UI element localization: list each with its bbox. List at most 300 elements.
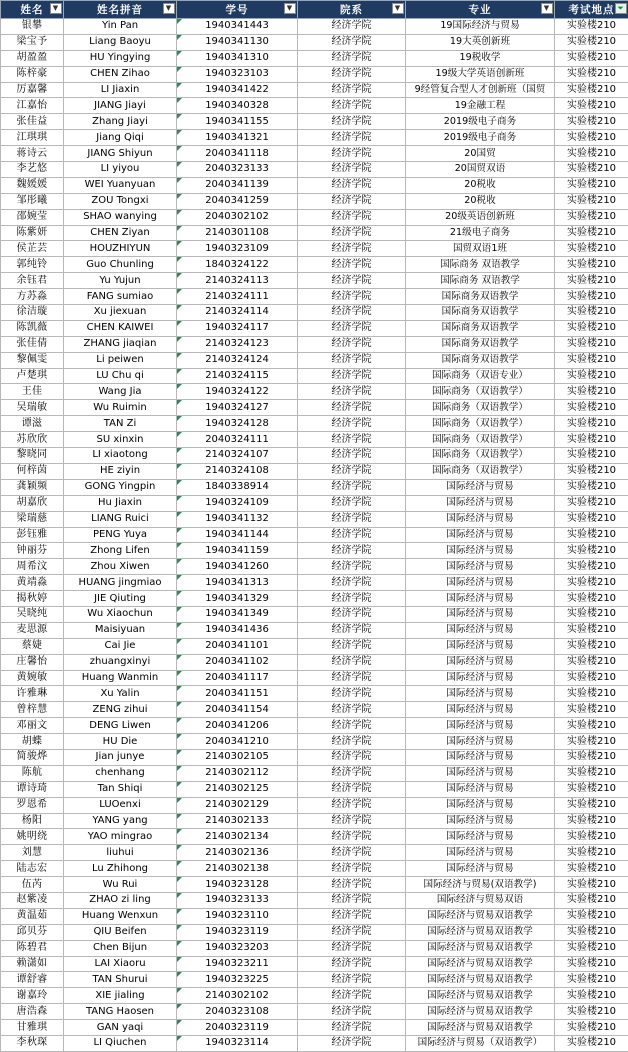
major-cell[interactable]: 20税收 [406,177,555,193]
exam-site-cell[interactable]: 实验楼210 [555,734,628,750]
major-cell[interactable]: 国际商务（双语专业） [406,368,555,384]
name-cell[interactable]: 许雅琳 [1,686,64,702]
pinyin-cell[interactable]: Wu Rui [64,877,177,893]
student-id-cell[interactable]: 2040341210 [177,734,298,750]
pinyin-cell[interactable]: liuhui [64,845,177,861]
exam-site-cell[interactable]: 实验楼210 [555,797,628,813]
major-cell[interactable]: 9经管复合型人才创新班（国贸 [406,82,555,98]
department-cell[interactable]: 经济学院 [298,34,406,50]
student-id-cell[interactable]: 1940341130 [177,34,298,50]
name-cell[interactable]: 余钰君 [1,273,64,289]
student-id-cell[interactable]: 1840338914 [177,479,298,495]
student-id-cell[interactable]: 1940341155 [177,114,298,130]
major-cell[interactable]: 国际经济与贸易(双语教学) [406,877,555,893]
pinyin-cell[interactable]: Zhou Xiwen [64,559,177,575]
exam-site-cell[interactable]: 实验楼210 [555,591,628,607]
major-cell[interactable]: 国际商务（双语教学） [406,448,555,464]
pinyin-cell[interactable]: Yu Yujun [64,273,177,289]
department-cell[interactable]: 经济学院 [298,606,406,622]
name-cell[interactable]: 蔡婕 [1,638,64,654]
major-cell[interactable]: 国际经济与贸易 [406,575,555,591]
exam-site-cell[interactable]: 实验楼210 [555,559,628,575]
department-cell[interactable]: 经济学院 [298,654,406,670]
exam-site-cell[interactable]: 实验楼210 [555,749,628,765]
name-cell[interactable]: 何梓茵 [1,463,64,479]
pinyin-cell[interactable]: SU xinxin [64,432,177,448]
major-cell[interactable]: 国际经济与贸易 [406,734,555,750]
name-cell[interactable]: 苏欣欣 [1,432,64,448]
pinyin-cell[interactable]: HU Die [64,734,177,750]
student-id-cell[interactable]: 1940341159 [177,543,298,559]
filter-dropdown-icon[interactable]: ▼ [163,3,175,14]
major-cell[interactable]: 国贸双语1班 [406,241,555,257]
exam-site-cell[interactable]: 实验楼210 [555,956,628,972]
name-cell[interactable]: 曾梓慧 [1,702,64,718]
pinyin-cell[interactable]: Hu Jiaxin [64,495,177,511]
student-id-cell[interactable]: 2040324111 [177,432,298,448]
major-cell[interactable]: 国际经济与贸易双语教学 [406,940,555,956]
student-id-cell[interactable]: 2040323119 [177,1020,298,1036]
name-cell[interactable]: 吴晓纯 [1,606,64,622]
department-cell[interactable]: 经济学院 [298,877,406,893]
pinyin-cell[interactable]: Tan Shiqi [64,781,177,797]
exam-site-cell[interactable]: 实验楼210 [555,320,628,336]
name-cell[interactable]: 唐浩森 [1,1004,64,1020]
major-cell[interactable]: 国际商务（双语教学） [406,400,555,416]
student-id-cell[interactable]: 1940341310 [177,50,298,66]
exam-site-cell[interactable]: 实验楼210 [555,114,628,130]
student-id-cell[interactable]: 1840324122 [177,257,298,273]
name-cell[interactable]: 徐洁璇 [1,305,64,321]
student-id-cell[interactable]: 2140302129 [177,797,298,813]
filter-dropdown-icon[interactable]: ▼ [392,3,404,14]
major-cell[interactable]: 20级英语创新班 [406,209,555,225]
department-cell[interactable]: 经济学院 [298,114,406,130]
major-cell[interactable]: 国际商务（双语教学） [406,432,555,448]
major-cell[interactable]: 19金融工程 [406,98,555,114]
exam-site-cell[interactable]: 实验楼210 [555,988,628,1004]
department-cell[interactable]: 经济学院 [298,511,406,527]
department-cell[interactable]: 经济学院 [298,368,406,384]
major-cell[interactable]: 国际经济与贸易 [406,718,555,734]
student-id-cell[interactable]: 1940323114 [177,1036,298,1052]
exam-site-cell[interactable]: 实验楼210 [555,448,628,464]
department-cell[interactable]: 经济学院 [298,702,406,718]
name-cell[interactable]: 陆志宏 [1,861,64,877]
pinyin-cell[interactable]: JIE Qiuting [64,591,177,607]
name-cell[interactable]: 邓丽文 [1,718,64,734]
student-id-cell[interactable]: 1940323211 [177,956,298,972]
pinyin-cell[interactable]: chenhang [64,765,177,781]
department-cell[interactable]: 经济学院 [298,638,406,654]
exam-site-cell[interactable]: 实验楼210 [555,50,628,66]
pinyin-cell[interactable]: LUOenxi [64,797,177,813]
student-id-cell[interactable]: 1940324122 [177,384,298,400]
name-cell[interactable]: 陈梓豪 [1,66,64,82]
name-cell[interactable]: 姚明绕 [1,829,64,845]
pinyin-cell[interactable]: CHEN KAIWEI [64,320,177,336]
department-cell[interactable]: 经济学院 [298,892,406,908]
department-cell[interactable]: 经济学院 [298,209,406,225]
department-cell[interactable]: 经济学院 [298,861,406,877]
major-cell[interactable]: 国际经济与贸易双语教学 [406,1004,555,1020]
student-id-cell[interactable]: 2140302125 [177,781,298,797]
pinyin-cell[interactable]: CHEN Ziyan [64,225,177,241]
exam-site-cell[interactable]: 实验楼210 [555,718,628,734]
department-cell[interactable]: 经济学院 [298,622,406,638]
exam-site-cell[interactable]: 实验楼210 [555,781,628,797]
exam-site-cell[interactable]: 实验楼210 [555,845,628,861]
name-cell[interactable]: 厉嘉馨 [1,82,64,98]
pinyin-cell[interactable]: LI Jiaxin [64,82,177,98]
major-cell[interactable]: 国际经济与贸易 [406,527,555,543]
student-id-cell[interactable]: 1940323110 [177,908,298,924]
name-cell[interactable]: 谭诗琦 [1,781,64,797]
department-cell[interactable]: 经济学院 [298,50,406,66]
exam-site-cell[interactable]: 实验楼210 [555,702,628,718]
name-cell[interactable]: 陈凯薇 [1,320,64,336]
pinyin-cell[interactable]: LAI Xiaoru [64,956,177,972]
department-cell[interactable]: 经济学院 [298,718,406,734]
major-cell[interactable]: 国际商务双语教学 [406,336,555,352]
department-cell[interactable]: 经济学院 [298,781,406,797]
student-id-cell[interactable]: 1940324109 [177,495,298,511]
major-cell[interactable]: 国际经济与贸易 [406,559,555,575]
pinyin-cell[interactable]: SHAO wanying [64,209,177,225]
pinyin-cell[interactable]: TANG Haosen [64,1004,177,1020]
department-cell[interactable]: 经济学院 [298,845,406,861]
name-cell[interactable]: 邹彤曦 [1,193,64,209]
exam-site-cell[interactable]: 实验楼210 [555,289,628,305]
pinyin-cell[interactable]: YAO mingrao [64,829,177,845]
student-id-cell[interactable]: 2140302133 [177,813,298,829]
major-cell[interactable]: 国际经济与贸易 [406,479,555,495]
pinyin-cell[interactable]: LU Chu qi [64,368,177,384]
department-cell[interactable]: 经济学院 [298,193,406,209]
major-cell[interactable]: 国际经济与贸易 [406,797,555,813]
exam-site-cell[interactable]: 实验楼210 [555,34,628,50]
exam-site-cell[interactable]: 实验楼210 [555,368,628,384]
student-id-cell[interactable]: 2140324113 [177,273,298,289]
student-id-cell[interactable]: 1940341443 [177,19,298,35]
exam-site-cell[interactable]: 实验楼210 [555,82,628,98]
exam-site-cell[interactable]: 实验楼210 [555,654,628,670]
pinyin-cell[interactable]: Huang Wenxun [64,908,177,924]
name-cell[interactable]: 揭秋婷 [1,591,64,607]
student-id-cell[interactable]: 2040323133 [177,162,298,178]
department-cell[interactable]: 经济学院 [298,162,406,178]
pinyin-cell[interactable]: ZHAO zi ling [64,892,177,908]
department-cell[interactable]: 经济学院 [298,336,406,352]
exam-site-cell[interactable]: 实验楼210 [555,130,628,146]
department-cell[interactable]: 经济学院 [298,559,406,575]
department-cell[interactable]: 经济学院 [298,479,406,495]
major-cell[interactable]: 国际经济与贸易双语教学 [406,956,555,972]
student-id-cell[interactable]: 2140302112 [177,765,298,781]
department-cell[interactable]: 经济学院 [298,765,406,781]
exam-site-cell[interactable]: 实验楼210 [555,495,628,511]
name-cell[interactable]: 陈紫妍 [1,225,64,241]
filter-dropdown-icon[interactable]: ▼ [284,3,296,14]
major-cell[interactable]: 国际商务（双语教学） [406,384,555,400]
pinyin-cell[interactable]: XIE jialing [64,988,177,1004]
name-cell[interactable]: 邱贝芬 [1,924,64,940]
student-id-cell[interactable]: 2140301108 [177,225,298,241]
name-cell[interactable]: 周希汶 [1,559,64,575]
student-id-cell[interactable]: 2040341117 [177,670,298,686]
exam-site-cell[interactable]: 实验楼210 [555,336,628,352]
major-cell[interactable]: 19国际经济与贸易 [406,19,555,35]
pinyin-cell[interactable]: ZENG zihui [64,702,177,718]
pinyin-cell[interactable]: LIANG Ruici [64,511,177,527]
exam-site-cell[interactable]: 实验楼210 [555,305,628,321]
major-cell[interactable]: 国际经济与贸易 [406,845,555,861]
major-cell[interactable]: 2019级电子商务 [406,114,555,130]
exam-site-cell[interactable]: 实验楼210 [555,686,628,702]
major-cell[interactable]: 国际经济与贸易双语教学 [406,972,555,988]
exam-site-cell[interactable]: 实验楼210 [555,432,628,448]
exam-site-cell[interactable]: 实验楼210 [555,1020,628,1036]
pinyin-cell[interactable]: PENG Yuya [64,527,177,543]
student-id-cell[interactable]: 2140324111 [177,289,298,305]
student-id-cell[interactable]: 1940341329 [177,591,298,607]
pinyin-cell[interactable]: Jiang Qiqi [64,130,177,146]
student-id-cell[interactable]: 2140324108 [177,463,298,479]
student-id-cell[interactable]: 1940341132 [177,511,298,527]
pinyin-cell[interactable]: HE ziyin [64,463,177,479]
major-cell[interactable]: 国际经济与贸易 [406,829,555,845]
exam-site-cell[interactable]: 实验楼210 [555,193,628,209]
student-id-cell[interactable]: 1940323109 [177,241,298,257]
department-cell[interactable]: 经济学院 [298,400,406,416]
student-id-cell[interactable]: 2140324124 [177,352,298,368]
name-cell[interactable]: 刘慧 [1,845,64,861]
exam-site-cell[interactable]: 实验楼210 [555,416,628,432]
student-id-cell[interactable]: 1940324128 [177,416,298,432]
student-id-cell[interactable]: 2040341102 [177,654,298,670]
student-id-cell[interactable]: 2140324114 [177,305,298,321]
student-id-cell[interactable]: 1940324117 [177,320,298,336]
student-id-cell[interactable]: 2140302134 [177,829,298,845]
major-cell[interactable]: 国际经济与贸易 [406,813,555,829]
name-cell[interactable]: 江琪琪 [1,130,64,146]
name-cell[interactable]: 魏媛媛 [1,177,64,193]
name-cell[interactable]: 李艺悠 [1,162,64,178]
student-id-cell[interactable]: 2040341259 [177,193,298,209]
exam-site-cell[interactable]: 实验楼210 [555,892,628,908]
department-cell[interactable]: 经济学院 [298,305,406,321]
student-id-cell[interactable]: 2040341206 [177,718,298,734]
student-id-cell[interactable]: 1940341436 [177,622,298,638]
student-id-cell[interactable]: 1940341144 [177,527,298,543]
name-cell[interactable]: 谭滋 [1,416,64,432]
student-id-cell[interactable]: 1940341422 [177,82,298,98]
exam-site-cell[interactable]: 实验楼210 [555,241,628,257]
pinyin-cell[interactable]: Maisiyuan [64,622,177,638]
major-cell[interactable]: 国际经济与贸易 [406,622,555,638]
pinyin-cell[interactable]: JIANG Jiayi [64,98,177,114]
name-cell[interactable]: 甘雅琪 [1,1020,64,1036]
name-cell[interactable]: 胡蝶 [1,734,64,750]
major-cell[interactable]: 国际经济与贸易双语教学 [406,1020,555,1036]
pinyin-cell[interactable]: CHEN Zihao [64,66,177,82]
name-cell[interactable]: 郭纯铃 [1,257,64,273]
department-cell[interactable]: 经济学院 [298,1004,406,1020]
name-cell[interactable]: 江嘉怡 [1,98,64,114]
name-cell[interactable]: 陈碧君 [1,940,64,956]
name-cell[interactable]: 王佳 [1,384,64,400]
major-cell[interactable]: 国际经济与贸易 [406,543,555,559]
major-cell[interactable]: 国际经济与贸易双语教学 [406,908,555,924]
pinyin-cell[interactable]: HU Yingying [64,50,177,66]
department-cell[interactable]: 经济学院 [298,797,406,813]
major-cell[interactable]: 国际经济与贸易 [406,702,555,718]
exam-site-cell[interactable]: 实验楼210 [555,225,628,241]
major-cell[interactable]: 国际经济与贸易双语 [406,892,555,908]
student-id-cell[interactable]: 2040341101 [177,638,298,654]
student-id-cell[interactable]: 1940324127 [177,400,298,416]
department-cell[interactable]: 经济学院 [298,19,406,35]
student-id-cell[interactable]: 2040302102 [177,209,298,225]
pinyin-cell[interactable]: Huang Wanmin [64,670,177,686]
pinyin-cell[interactable]: Cai Jie [64,638,177,654]
name-cell[interactable]: 庄馨怡 [1,654,64,670]
department-cell[interactable]: 经济学院 [298,686,406,702]
name-cell[interactable]: 简骏烨 [1,749,64,765]
exam-site-cell[interactable]: 实验楼210 [555,606,628,622]
pinyin-cell[interactable]: Chen Bijun [64,940,177,956]
department-cell[interactable]: 经济学院 [298,225,406,241]
name-cell[interactable]: 蒋诗云 [1,146,64,162]
pinyin-cell[interactable]: HUANG jingmiao [64,575,177,591]
name-cell[interactable]: 罗恩希 [1,797,64,813]
major-cell[interactable]: 国际商务（双语教学） [406,416,555,432]
name-cell[interactable]: 黎晓同 [1,448,64,464]
name-cell[interactable]: 吴瑞敏 [1,400,64,416]
name-cell[interactable]: 黄温茹 [1,908,64,924]
pinyin-cell[interactable]: Li peiwen [64,352,177,368]
major-cell[interactable]: 国际商务双语教学 [406,320,555,336]
student-id-cell[interactable]: 2140302105 [177,749,298,765]
exam-site-cell[interactable]: 实验楼210 [555,19,628,35]
major-cell[interactable]: 国际经济与贸易 [406,670,555,686]
major-cell[interactable]: 国际经济与贸易 [406,861,555,877]
filter-funnel-icon[interactable]: ⏷ [615,3,627,14]
pinyin-cell[interactable]: zhuangxinyi [64,654,177,670]
exam-site-cell[interactable]: 实验楼210 [555,877,628,893]
major-cell[interactable]: 国际经济与贸易 [406,765,555,781]
name-cell[interactable]: 黄靖淼 [1,575,64,591]
department-cell[interactable]: 经济学院 [298,98,406,114]
pinyin-cell[interactable]: LI yiyou [64,162,177,178]
exam-site-cell[interactable]: 实验楼210 [555,66,628,82]
department-cell[interactable]: 经济学院 [298,66,406,82]
exam-site-cell[interactable]: 实验楼210 [555,908,628,924]
student-id-cell[interactable]: 1940323133 [177,892,298,908]
name-cell[interactable]: 梁宝予 [1,34,64,50]
major-cell[interactable]: 19税收学 [406,50,555,66]
major-cell[interactable]: 19大英创新班 [406,34,555,50]
major-cell[interactable]: 国际经济与贸易 [406,591,555,607]
name-cell[interactable]: 谭舒睿 [1,972,64,988]
name-cell[interactable]: 张佳倩 [1,336,64,352]
pinyin-cell[interactable]: HOUZHIYUN [64,241,177,257]
department-cell[interactable]: 经济学院 [298,972,406,988]
department-cell[interactable]: 经济学院 [298,813,406,829]
department-cell[interactable]: 经济学院 [298,463,406,479]
major-cell[interactable]: 国际经济与贸易 [406,606,555,622]
filter-dropdown-icon[interactable]: ▼ [541,3,553,14]
student-id-cell[interactable]: 1940323128 [177,877,298,893]
name-cell[interactable]: 李秋琛 [1,1036,64,1052]
major-cell[interactable]: 国际经济与贸易 [406,686,555,702]
pinyin-cell[interactable]: WEI Yuanyuan [64,177,177,193]
exam-site-cell[interactable]: 实验楼210 [555,1036,628,1052]
student-id-cell[interactable]: 1940340328 [177,98,298,114]
name-cell[interactable]: 赵紫凌 [1,892,64,908]
pinyin-cell[interactable]: Yin Pan [64,19,177,35]
student-id-cell[interactable]: 2140324115 [177,368,298,384]
department-cell[interactable]: 经济学院 [298,956,406,972]
department-cell[interactable]: 经济学院 [298,734,406,750]
department-cell[interactable]: 经济学院 [298,1020,406,1036]
department-cell[interactable]: 经济学院 [298,82,406,98]
student-id-cell[interactable]: 1940341313 [177,575,298,591]
department-cell[interactable]: 经济学院 [298,146,406,162]
pinyin-cell[interactable]: GAN yaqi [64,1020,177,1036]
department-cell[interactable]: 经济学院 [298,257,406,273]
name-cell[interactable]: 钟丽芬 [1,543,64,559]
department-cell[interactable]: 经济学院 [298,289,406,305]
name-cell[interactable]: 卢楚琪 [1,368,64,384]
pinyin-cell[interactable]: GONG Yingpin [64,479,177,495]
pinyin-cell[interactable]: Lu Zhihong [64,861,177,877]
student-id-cell[interactable]: 2040323108 [177,1004,298,1020]
student-id-cell[interactable]: 1940323119 [177,924,298,940]
student-id-cell[interactable]: 2040341139 [177,177,298,193]
exam-site-cell[interactable]: 实验楼210 [555,813,628,829]
pinyin-cell[interactable]: QIU Beifen [64,924,177,940]
department-cell[interactable]: 经济学院 [298,527,406,543]
name-cell[interactable]: 麦思源 [1,622,64,638]
department-cell[interactable]: 经济学院 [298,829,406,845]
major-cell[interactable]: 国际商务 双语教学 [406,257,555,273]
department-cell[interactable]: 经济学院 [298,988,406,1004]
major-cell[interactable]: 21级电子商务 [406,225,555,241]
exam-site-cell[interactable]: 实验楼210 [555,400,628,416]
student-id-cell[interactable]: 2040341118 [177,146,298,162]
major-cell[interactable]: 国际经济与贸易双语教学 [406,988,555,1004]
department-cell[interactable]: 经济学院 [298,940,406,956]
exam-site-cell[interactable]: 实验楼210 [555,765,628,781]
name-cell[interactable]: 彭钰雅 [1,527,64,543]
pinyin-cell[interactable]: Wang Jia [64,384,177,400]
name-cell[interactable]: 黄婉敏 [1,670,64,686]
department-cell[interactable]: 经济学院 [298,177,406,193]
department-cell[interactable]: 经济学院 [298,384,406,400]
exam-site-cell[interactable]: 实验楼210 [555,829,628,845]
student-id-cell[interactable]: 2040341154 [177,702,298,718]
student-id-cell[interactable]: 2140302138 [177,861,298,877]
pinyin-cell[interactable]: TAN Shurui [64,972,177,988]
pinyin-cell[interactable]: Wu Xiaochun [64,606,177,622]
exam-site-cell[interactable]: 实验楼210 [555,177,628,193]
student-id-cell[interactable]: 2140324123 [177,336,298,352]
name-cell[interactable]: 侯芷芸 [1,241,64,257]
major-cell[interactable]: 国际商务 双语教学 [406,273,555,289]
department-cell[interactable]: 经济学院 [298,273,406,289]
exam-site-cell[interactable]: 实验楼210 [555,98,628,114]
